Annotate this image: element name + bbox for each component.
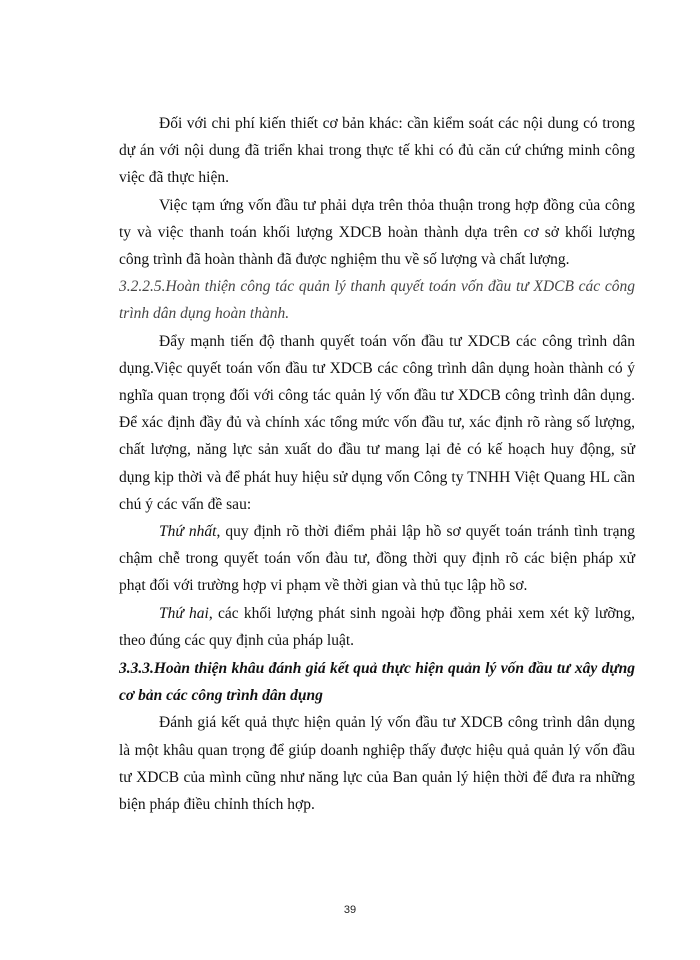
paragraph-point-second	[119, 600, 635, 654]
paragraph-advance-payment: Việc tạm ứng vốn đầu tư phải dựa trên thỏa thuận trong hợp đồng của công ty và việc thanh toán khối lượng XDCB hoàn thành dựa trên cơ sở khối lượng công trình đã hoàn thành đã được nghiệm thu về số lượng và chất lượng.	[119, 196, 635, 269]
heading-3-3-3: 3.3.3.Hoàn thiện khâu đánh giá kết quả thực hiện quản lý vốn đầu tư xây dựng cơ bản các công trình dân dụng	[119, 660, 635, 705]
point-second-lead: Thứ hai	[159, 604, 209, 622]
paragraph-evaluation: Đánh giá kết quả thực hiện quản lý vốn đầu tư XDCB công trình dân dụng là một khâu quan trọng để giúp doanh nghiệp thấy được hiệu quả quản lý vốn đầu tư XDCB của mình cũng như năng lực của Ban quản lý hiện thời để đưa ra những biện pháp điều chỉnh thích hợp.	[119, 714, 635, 814]
paragraph-point-first	[119, 518, 635, 600]
point-second-text: , các khối lượng phát sinh ngoài hợp đồng phải xem xét kỹ lưỡng, theo đúng các quy định của pháp luật.	[119, 604, 635, 649]
paragraph-settlement: Đẩy mạnh tiến độ thanh quyết toán vốn đầu tư XDCB các công trình dân dụng.Việc quyết toán vốn đầu tư XDCB các công trình dân dụng hoàn thành có ý nghĩa quan trọng đối với công tác quản lý vốn đầu tư XDCB công trình dân dụng. Để xác định đầy đủ và chính xác tổng mức vốn đầu tư, xác định rõ ràng số lượng, chất lượng, năng lực sản xuất do đầu tư mang lại đẻ có kế hoạch huy động, sử dụng kịp thời và để phát huy hiệu sử dụng vốn Công ty TNHH Việt Quang HL cần chú ý các vấn đề sau:	[119, 332, 635, 513]
page-content	[119, 110, 635, 818]
point-first-text: , quy định rõ thời điểm phải lập hồ sơ quyết toán tránh tình trạng chậm chễ trong quyết toán vốn đàu tư, đồng thời quy định rõ các biện pháp xử phạt đối với trường hợp vi phạm về thời gian và thủ tục lập hồ sơ.	[119, 523, 635, 595]
page-number: 39	[343, 904, 357, 916]
paragraph-other-costs: Đối với chi phí kiến thiết cơ bản khác: cần kiểm soát các nội dung có trong dự án với nội dung đã triển khai trong thực tế khi có đủ căn cứ chứng minh công việc đã thực hiện.	[119, 115, 635, 187]
point-first-lead: Thứ nhất	[159, 523, 217, 541]
subheading-3-2-2-5: 3.2.2.5.Hoàn thiện công tác quản lý thanh quyết toán vốn đầu tư XDCB các công trình dân dụng hoàn thành.	[119, 278, 635, 323]
